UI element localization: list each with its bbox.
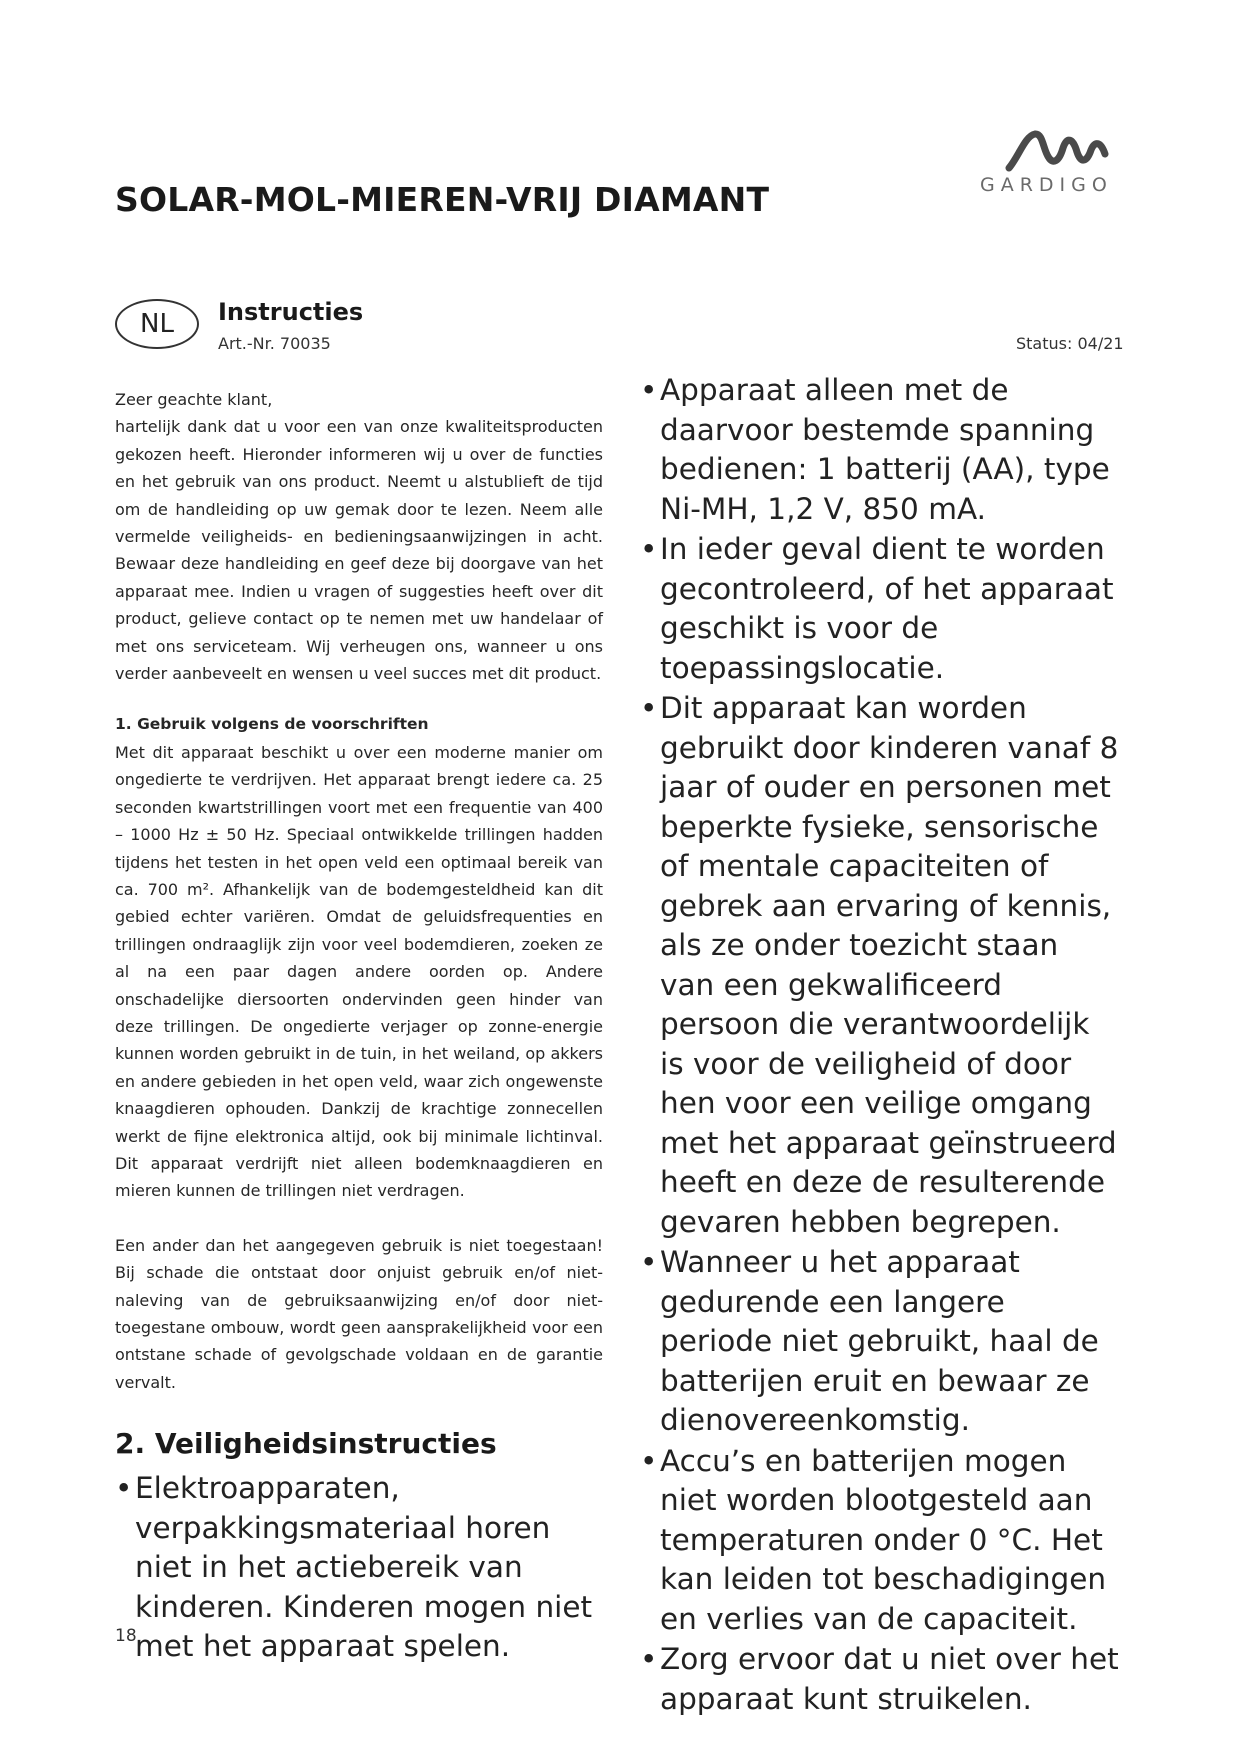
bullet-icon: • [640,373,658,407]
list-item [115,1469,603,1667]
gardigo-wave-icon [1005,128,1115,172]
intro-paragraph: hartelijk dank dat u voor een van onze kwaliteitsproducten gekozen heeft. Hieronder informeren wij u over de functies en het gebruik van ons product. Neemt u alstublieft de tijd om de handleiding op uw gemak door te lezen. Neem alle vermelde veiligheids- en bedieningsaanwijzingen in acht. Bewaar deze handleiding en geef deze bij doorgave van het apparaat mee. Indien u vragen of suggesties heeft over dit product, gelieve contact op te nemen met uw handelaar of met ons serviceteam. Wij verheugen ons, wanneer u ons verder aanbeveelt en wensen u veel succes met dit product. [115,417,603,684]
list-item-text: Elektroapparaten, verpakkingsmateriaal horen niet in het actiebereik van kinderen. Kinderen mogen niet met het apparaat spelen. [135,1471,593,1664]
brand-logo [980,128,1130,196]
list-item-text: Dit apparaat kan worden gebruikt door kinderen vanaf 8 jaar of ouder en personen met beperkte fysieke, sensorische of mentale capaciteiten of gebrek aan ervaring of kennis, als ze onder toezicht staan van een gekwalificeerd persoon die verantwoordelijk is voor de veiligheid of door hen voor een veilige omgang met het apparaat geïnstrueerd heeft en deze de resulterende gevaren hebben begrepen. [660,691,1119,1239]
list-item-text: Accu’s en batterijen mogen niet worden blootgesteld aan temperaturen onder 0 °C. Het kan leiden tot beschadigingen en verlies van de capaciteit. [660,1443,1107,1636]
logo-wordmark: GARDIGO [980,174,1113,196]
bullet-icon: • [640,532,658,566]
page-title: SOLAR-MOL-MIEREN-VRIJ DIAMANT [115,180,770,219]
list-item [640,371,1120,529]
list-item-text: Zorg ervoor dat u niet over het apparaat kunt struikelen. [660,1642,1119,1716]
bullet-icon: • [640,1245,658,1279]
safety-list-left [115,1469,603,1667]
page-number: 18 [115,1626,137,1646]
section-1-title: 1. Gebruik volgens de voorschriften [115,715,429,734]
salutation: Zeer geachte klant, [115,390,273,409]
right-column [640,371,1120,1720]
list-item-text: Apparaat alleen met de daarvoor bestemde spanning bedienen: 1 batterij (AA), type Ni-MH, 1,2 V, 850 mA. [660,373,1110,526]
list-item [640,1640,1120,1719]
left-column [115,386,603,1667]
list-item-text: In ieder geval dient te worden gecontroleerd, of het apparaat geschikt is voor de toepassingslocatie. [660,532,1114,685]
bullet-icon: • [640,1642,658,1676]
section-1-body: Met dit apparaat beschikt u over een moderne manier om ongedierte te verdrijven. Het apparaat brengt iedere ca. 25 seconden kwartstrillingen voort met een frequentie van 400 – 1000 Hz ± 50 Hz. Speciaal ontwikkelde trillingen hadden tijdens het testen in het open veld een optimaal bereik van ca. 700 m². Afhankelijk van de bodemgesteldheid kan dit gebied echter variëren. Omdat de geluidsfrequenties en trillingen ondraaglijk zijn voor veel bodemdieren, zoeken ze al na een paar dagen andere oorden op. Andere onschadelijke diersoorten ondervinden geen hinder van deze trillingen. De ongedierte verjager op zonne-energie kunnen worden gebruikt in de tuin, in het weiland, op akkers en andere gebieden in het open veld, waar zich ongewenste knaagdieren ophouden. Dankzij de krachtige zonnecellen werkt de fijne elektronica altijd, ook bij minimale lichtinval. Dit apparaat verdrijft niet alleen bodemknaagdieren en mieren kunnen de trillingen niet verdragen. [115,742,603,1201]
list-item [640,1243,1120,1441]
language-badge: NL [115,299,199,349]
bullet-icon: • [640,691,658,725]
list-item [640,1442,1120,1640]
section-2-title: 2. Veiligheidsinstructies [115,1427,497,1461]
bullet-icon: • [115,1471,133,1506]
safety-list-right [640,371,1120,1719]
list-item [640,689,1120,1242]
status-label: Status: 04/21 [1016,334,1124,353]
bullet-icon: • [640,1443,658,1478]
list-item [640,530,1120,688]
doc-heading: Instructies [218,298,364,326]
article-number: Art.-Nr. 70035 [218,334,331,353]
disclaimer-paragraph: Een ander dan het aangegeven gebruik is niet toegestaan! Bij schade die ontstaat door onjuist gebruik en/of niet-naleving van de gebruiksaanwijzing en/of door niet-toegestane ombouw, wordt geen aansprakelijkheid voor een ontstane schade of gevolgschade voldaan en de garantie vervalt. [115,1235,603,1392]
list-item-text: Wanneer u het apparaat gedurende een langere periode niet gebruikt, haal de batterijen eruit en bewaar ze dienovereenkomstig. [660,1245,1099,1437]
